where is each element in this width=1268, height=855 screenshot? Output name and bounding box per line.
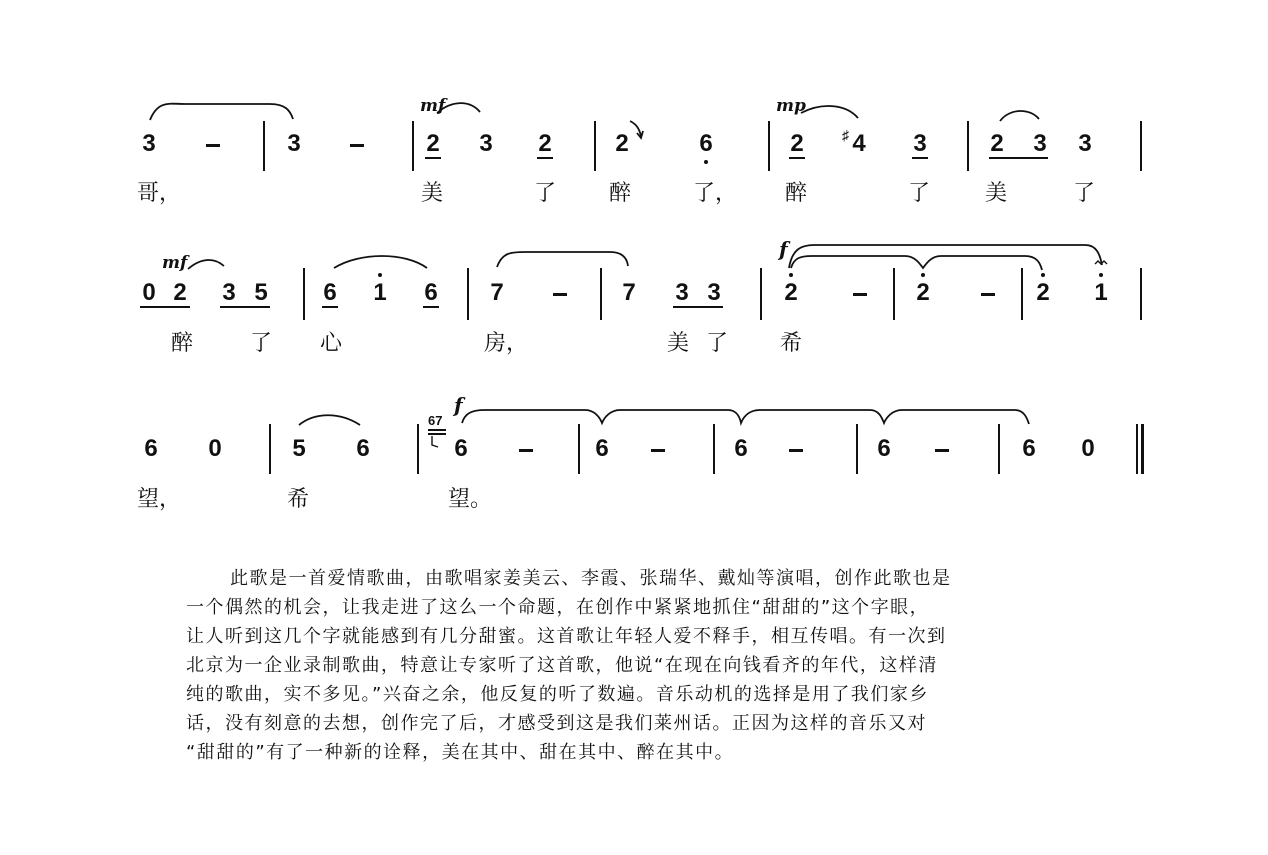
note: 3 [1033, 130, 1047, 157]
lyric: 希 [780, 331, 803, 356]
note: 3 [1078, 130, 1092, 157]
note: 0 [208, 435, 222, 462]
lyric: 醉 [785, 181, 808, 206]
dynamic-mark: mf [420, 96, 446, 116]
note: 7 [622, 279, 636, 306]
note: 0 [142, 279, 156, 306]
lyric: 了 [250, 331, 273, 356]
note: 6 [144, 435, 158, 462]
note: 6 [595, 435, 609, 462]
note: 2 [1036, 279, 1050, 306]
dynamic-mark: f [454, 393, 463, 417]
slur-arc [334, 256, 427, 268]
note: 2 [790, 130, 804, 157]
note: 6 [699, 130, 713, 157]
note: 6 [323, 279, 337, 306]
note: 6 [877, 435, 891, 462]
commentary-line: 北京为一企业录制歌曲，特意让专家听了这首歌，他说“在现在向钱看齐的年代，这样清 [186, 655, 938, 676]
note: 7 [490, 279, 504, 306]
note: 3 [675, 279, 689, 306]
note: 6 [356, 435, 370, 462]
note: 2 [173, 279, 187, 306]
commentary-line: 此歌是一首爱情歌曲，由歌唱家姜美云、李霞、张瑞华、戴灿等演唱，创作此歌也是 [230, 568, 952, 589]
grace-slur [432, 436, 438, 447]
lyric: 望， [137, 487, 182, 512]
note: 3 [222, 279, 236, 306]
commentary-line: 让人听到这几个字就能感到有几分甜蜜。这首歌让年轻人爱不释手，相互传唱。有一次到 [186, 626, 947, 647]
lyric: 望。 [448, 487, 493, 512]
slur-arc [437, 103, 480, 113]
note: 6 [734, 435, 748, 462]
note: 2 [990, 130, 1004, 157]
lyric: 房， [484, 331, 529, 356]
note: 2 [916, 279, 930, 306]
grace-notes: 67 [428, 413, 443, 428]
commentary-line: “甜甜的”有了一种新的诠释，美在其中、甜在其中、醉在其中。 [186, 742, 735, 763]
note: 4 [852, 130, 866, 157]
note: 5 [292, 435, 306, 462]
note: 3 [287, 130, 301, 157]
note: 2 [538, 130, 552, 157]
slur-arc [1000, 111, 1039, 121]
commentary-line: 一个偶然的机会，让我走进了这么一个命题，在创作中紧紧地抓住“甜甜的”这个字眼， [186, 597, 930, 618]
note: 3 [479, 130, 493, 157]
note: 3 [707, 279, 721, 306]
slur-arc [188, 260, 224, 269]
lyric: 醉 [609, 181, 632, 206]
lyric: 了 [908, 181, 931, 206]
note: 3 [913, 130, 927, 157]
lyric: 美 [421, 181, 444, 206]
lyric: 了， [693, 181, 738, 206]
note: 6 [424, 279, 438, 306]
note: 6 [454, 435, 468, 462]
note: 1 [373, 279, 387, 306]
commentary-line: 纯的歌曲，实不多见。”兴奋之余，他反复的听了数遍。音乐动机的选择是用了我们家乡 [186, 684, 929, 705]
commentary-line: 话，没有刻意的去想，创作完了后，才感受到这是我们莱州话。正因为这样的音乐又对 [186, 713, 927, 734]
slur-arc [299, 415, 360, 425]
note: 2 [615, 130, 629, 157]
dynamic-mark: mp [776, 96, 806, 116]
sharp-accidental: ♯ [842, 127, 849, 143]
lyric: 美 [985, 181, 1008, 206]
note: 2 [784, 279, 798, 306]
dynamic-mark: mf [162, 253, 188, 273]
lyric: 了 [1073, 181, 1096, 206]
glide-arrow [630, 121, 641, 136]
lyric: 哥， [137, 181, 182, 206]
note: 6 [1022, 435, 1036, 462]
note: 5 [254, 279, 268, 306]
dynamic-mark: f [779, 237, 788, 261]
slur-arc [801, 106, 858, 118]
lyric: 美 [667, 331, 690, 356]
lyric: 了 [706, 331, 729, 356]
tie-arc [497, 252, 628, 267]
lyric: 心 [320, 331, 343, 356]
note: 2 [426, 130, 440, 157]
commentary-text [186, 564, 1086, 767]
tie-chain [791, 256, 1042, 270]
tie-chain [462, 410, 1029, 424]
lyric: 醉 [171, 331, 194, 356]
note: 3 [142, 130, 156, 157]
lyric: 了 [534, 181, 557, 206]
tie-arc [150, 104, 293, 120]
note: 1 [1094, 279, 1108, 306]
lyric: 希 [287, 487, 310, 512]
note: 0 [1081, 435, 1095, 462]
